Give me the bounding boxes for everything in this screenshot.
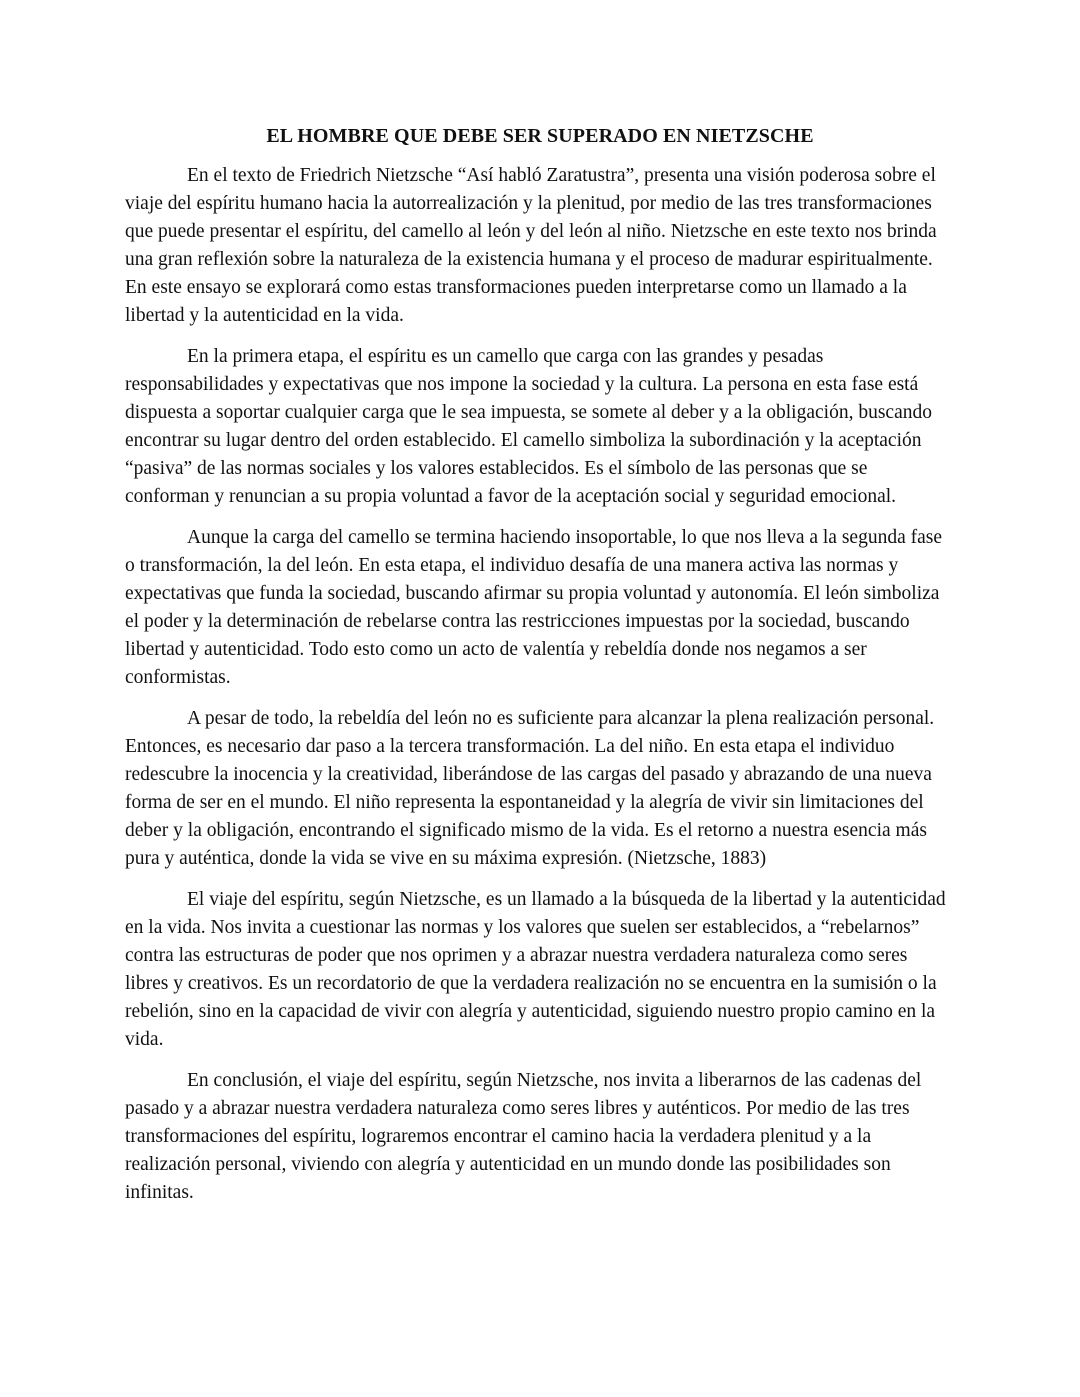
paragraph-child: A pesar de todo, la rebeldía del león no es suficiente para alcanzar la plena realización personal. Entonces, es necesario dar paso a la tercera transformación. La del niño. En esta etapa el individuo redescubre la inocencia y la creatividad, liberándose de las cargas del pasado y abrazando de una nueva forma de ser en el mundo. El niño representa la espontaneidad y la alegría de vivir sin limitaciones del deber y la obligación, encontrando el significado mismo de la vida. Es el retorno a nuestra esencia más pura y auténtica, donde la vida se vive en su máxima expresión. (Nietzsche, 1883) — [125, 708, 935, 869]
paragraph-camel: En la primera etapa, el espíritu es un camello que carga con las grandes y pesadas responsabilidades y expectativas que nos impone la sociedad y la cultura. La persona en esta fase está dispuesta a soportar cualquier carga que le sea impuesta, se somete al deber y a la obligación, buscando encontrar su lugar dentro del orden establecido. El camello simboliza la subordinación y la aceptación “pasiva” de las normas sociales y los valores establecidos. Es el símbolo de las personas que se conforman y renuncian a su propia voluntad a favor de la aceptación social y seguridad emocional. — [125, 346, 932, 507]
paragraph-journey: El viaje del espíritu, según Nietzsche, es un llamado a la búsqueda de la libertad y la autenticidad en la vida. Nos invita a cuestionar las normas y los valores que suelen ser establecidos, a “rebelarnos” contra las estructuras de poder que nos oprimen y a abrazar nuestra verdadera naturaleza como seres libres y creativos. Es un recordatorio de que la verdadera realización no se encuentra en la sumisión o la rebelión, sino en la capacidad de vivir con alegría y autenticidad, siguiendo nuestro propio camino en la vida. — [125, 889, 946, 1050]
paragraph-conclusion: En conclusión, el viaje del espíritu, según Nietzsche, nos invita a liberarnos de las cadenas del pasado y a abrazar nuestra verdadera naturaleza como seres libres y auténticos. Por medio de las tres transformaciones del espíritu, lograremos encontrar el camino hacia la verdadera plenitud y a la realización personal, viviendo con alegría y autenticidad en un mundo donde las posibilidades son infinitas. — [125, 1070, 922, 1203]
paragraph-lion: Aunque la carga del camello se termina haciendo insoportable, lo que nos lleva a la segunda fase o transformación, la del león. En esta etapa, el individuo desafía de una manera activa las normas y expectativas que funda la sociedad, buscando afirmar su propia voluntad y autonomía. El león simboliza el poder y la determinación de rebelarse contra las restricciones impuestas por la sociedad, buscando libertad y autenticidad. Todo esto como un acto de valentía y rebeldía donde nos negamos a ser conformistas. — [125, 527, 942, 688]
paragraph-introduction: En el texto de Friedrich Nietzsche “Así habló Zaratustra”, presenta una visión poderosa sobre el viaje del espíritu humano hacia la autorrealización y la plenitud, por medio de las tres transformaciones que puede presentar el espíritu, del camello al león y del león al niño. Nietzsche en este texto nos brinda una gran reflexión sobre la naturaleza de la existencia humana y el proceso de madurar espiritualmente. En este ensayo se explorará como estas transformaciones pueden interpretarse como un llamado a la libertad y la autenticidad en la vida. — [125, 165, 937, 326]
document-page — [125, 122, 955, 1220]
document-title: EL HOMBRE QUE DEBE SER SUPERADO EN NIETZSCHE — [266, 125, 814, 147]
